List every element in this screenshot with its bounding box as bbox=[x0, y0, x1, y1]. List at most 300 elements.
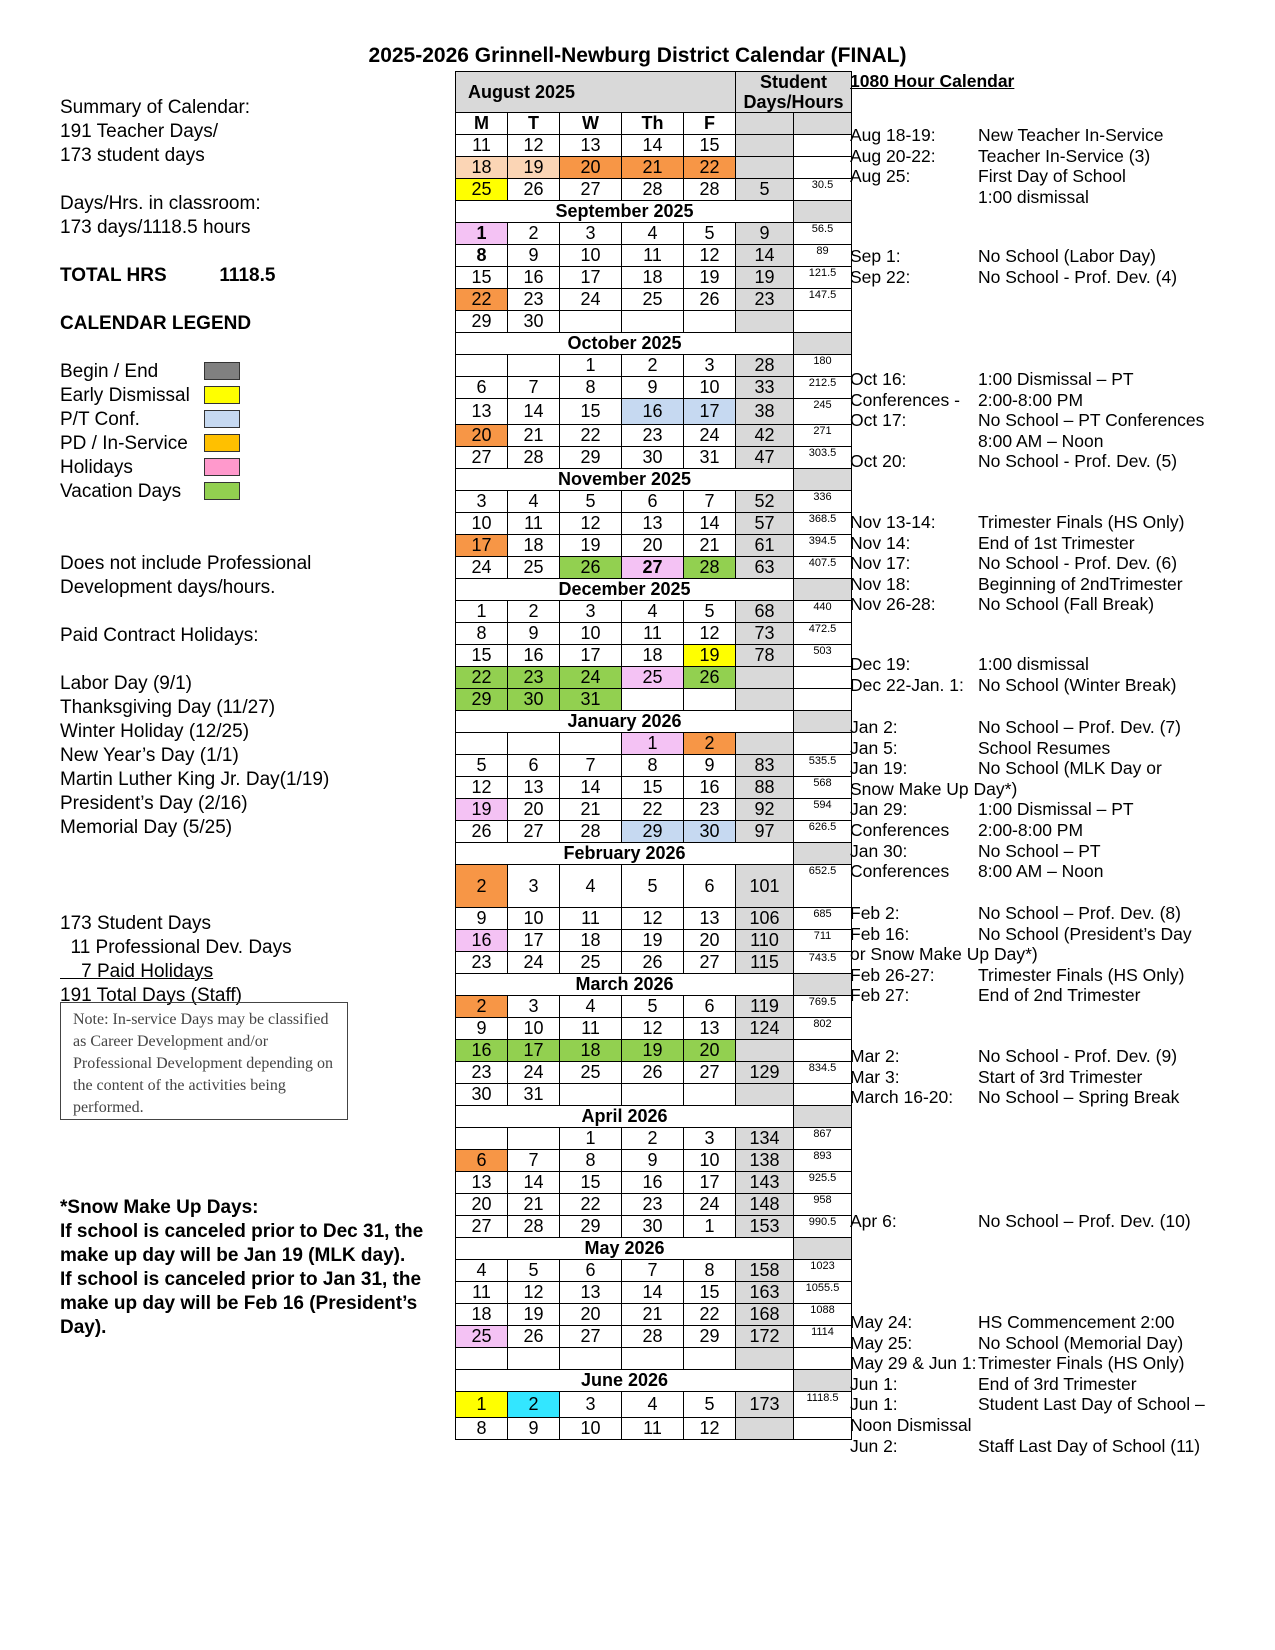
student-hours-count: 711 bbox=[794, 930, 852, 952]
legend-swatch bbox=[204, 410, 240, 428]
event-date: Jun 2: bbox=[850, 1435, 898, 1456]
day-cell: 3 bbox=[456, 491, 508, 513]
day-cell: 9 bbox=[508, 623, 560, 645]
student-hours-count: 180 bbox=[794, 355, 852, 377]
student-days-count: 97 bbox=[736, 821, 794, 843]
student-hours-count: 271 bbox=[794, 425, 852, 447]
legend-swatch bbox=[204, 434, 240, 452]
day-cell: 5 bbox=[684, 223, 736, 245]
day-cell bbox=[622, 311, 684, 333]
event-date: March 16-20: bbox=[850, 1087, 954, 1108]
student-hours-count bbox=[794, 1348, 852, 1370]
student-days-count: 110 bbox=[736, 930, 794, 952]
event-date: Nov 14: bbox=[850, 532, 911, 553]
legend-item bbox=[60, 456, 440, 480]
day-cell: 16 bbox=[456, 1040, 508, 1062]
student-hours-count: 685 bbox=[794, 908, 852, 930]
event-description: HS Commencement 2:00 bbox=[978, 1312, 1175, 1332]
day-cell: 22 bbox=[622, 799, 684, 821]
event-description: No School – Prof. Dev. (8) bbox=[978, 903, 1181, 923]
student-hours-count: 1023 bbox=[794, 1260, 852, 1282]
student-hours-count: 89 bbox=[794, 245, 852, 267]
legend-label: PD / In-Service bbox=[60, 433, 188, 454]
student-days-count: 129 bbox=[736, 1062, 794, 1084]
day-cell: 10 bbox=[684, 1150, 736, 1172]
event-description: 1:00 Dismissal – PT bbox=[978, 799, 1134, 820]
day-cell bbox=[684, 1084, 736, 1106]
student-hours-count: 867 bbox=[794, 1128, 852, 1150]
day-cell: 17 bbox=[508, 1040, 560, 1062]
student-days-count: 119 bbox=[736, 996, 794, 1018]
day-cell bbox=[684, 689, 736, 711]
event-description: Trimester Finals (HS Only) bbox=[978, 512, 1185, 532]
day-cell: 11 bbox=[622, 245, 684, 267]
day-cell: 15 bbox=[622, 777, 684, 799]
month-label: September 2025 bbox=[456, 201, 794, 223]
student-hours-count: 212.5 bbox=[794, 377, 852, 399]
weekday-header: Th bbox=[622, 113, 684, 135]
month-label: January 2026 bbox=[456, 711, 794, 733]
event-description: Staff Last Day of School (11) bbox=[978, 1435, 1201, 1456]
day-cell: 12 bbox=[622, 1018, 684, 1040]
event-description: No School (Memorial Day) bbox=[978, 1332, 1184, 1353]
event-description: 8:00 AM – Noon bbox=[978, 861, 1104, 882]
student-hours-count: 472.5 bbox=[794, 623, 852, 645]
day-cell: 22 bbox=[684, 1304, 736, 1326]
day-cell: 14 bbox=[508, 399, 560, 425]
day-cell bbox=[508, 1348, 560, 1370]
day-cell: 14 bbox=[684, 513, 736, 535]
day-cell: 11 bbox=[560, 1018, 622, 1040]
day-cell: 5 bbox=[456, 755, 508, 777]
summary-line: Paid Contract Holidays: bbox=[60, 625, 259, 646]
event-date: Jun 1: bbox=[850, 1373, 898, 1394]
day-cell: 27 bbox=[560, 1326, 622, 1348]
event-date: Apr 6: bbox=[850, 1211, 897, 1231]
student-hours-count: 503 bbox=[794, 645, 852, 667]
event-description: No School (President’s Day bbox=[978, 923, 1192, 944]
day-cell bbox=[508, 1128, 560, 1150]
event-description: End of 2nd Trimester bbox=[978, 985, 1141, 1006]
day-cell: 13 bbox=[684, 908, 736, 930]
summary-line: Development days/hours. bbox=[60, 577, 276, 598]
summary-line: 173 Student Days bbox=[60, 913, 212, 934]
day-cell: 8 bbox=[456, 1418, 508, 1440]
day-cell: 24 bbox=[508, 1062, 560, 1084]
student-days-count: 28 bbox=[736, 355, 794, 377]
student-hours-count bbox=[794, 1040, 852, 1062]
day-cell: 11 bbox=[456, 1282, 508, 1304]
day-cell: 15 bbox=[456, 267, 508, 289]
student-days-count: 153 bbox=[736, 1216, 794, 1238]
day-cell: 9 bbox=[622, 377, 684, 399]
month-label: May 2026 bbox=[456, 1238, 794, 1260]
summary-line: 191 Total Days (Staff) bbox=[60, 985, 243, 1006]
month-spacer bbox=[794, 974, 852, 996]
day-cell: 20 bbox=[456, 425, 508, 447]
event-date: Feb 27: bbox=[850, 985, 910, 1006]
day-cell: 3 bbox=[560, 223, 622, 245]
legend-swatch bbox=[204, 482, 240, 500]
day-cell: 5 bbox=[684, 1392, 736, 1418]
day-cell: 3 bbox=[560, 1392, 622, 1418]
student-days-count: 42 bbox=[736, 425, 794, 447]
student-days-count: 106 bbox=[736, 908, 794, 930]
day-cell: 29 bbox=[456, 311, 508, 333]
day-cell: 28 bbox=[622, 179, 684, 201]
snow-makeup-info bbox=[60, 1196, 440, 1340]
event-description: Student Last Day of School – bbox=[978, 1394, 1205, 1415]
day-cell: 15 bbox=[560, 1172, 622, 1194]
event-date: Nov 26-28: bbox=[850, 594, 936, 615]
event-date: Aug 18-19: bbox=[850, 125, 936, 145]
legend-swatch bbox=[204, 386, 240, 404]
student-days-count bbox=[736, 157, 794, 179]
event-date: Dec 22-Jan. 1: bbox=[850, 674, 964, 695]
day-cell: 25 bbox=[560, 1062, 622, 1084]
day-cell: 15 bbox=[684, 1282, 736, 1304]
student-hours-count: 568 bbox=[794, 777, 852, 799]
day-cell: 24 bbox=[684, 1194, 736, 1216]
event-date: Snow Make Up Day*) bbox=[850, 778, 1018, 799]
student-days-count: 23 bbox=[736, 289, 794, 311]
day-cell: 6 bbox=[508, 755, 560, 777]
student-days-count: 138 bbox=[736, 1150, 794, 1172]
student-hours-count: 368.5 bbox=[794, 513, 852, 535]
day-cell: 23 bbox=[508, 667, 560, 689]
day-cell: 13 bbox=[560, 135, 622, 157]
summary-panel bbox=[60, 96, 440, 1008]
day-cell bbox=[622, 1348, 684, 1370]
student-days-count bbox=[736, 1084, 794, 1106]
day-cell: 26 bbox=[622, 952, 684, 974]
day-cell: 3 bbox=[684, 1128, 736, 1150]
student-hours-count bbox=[794, 1084, 852, 1106]
day-cell: 24 bbox=[560, 289, 622, 311]
day-cell: 8 bbox=[560, 377, 622, 399]
day-cell bbox=[508, 355, 560, 377]
day-cell: 3 bbox=[684, 355, 736, 377]
student-hours-count: 958 bbox=[794, 1194, 852, 1216]
day-cell: 18 bbox=[560, 930, 622, 952]
summary-line: President’s Day (2/16) bbox=[60, 793, 248, 814]
student-days-count bbox=[736, 667, 794, 689]
day-cell: 19 bbox=[560, 535, 622, 557]
day-cell: 16 bbox=[684, 777, 736, 799]
day-cell: 11 bbox=[622, 1418, 684, 1440]
day-cell: 31 bbox=[508, 1084, 560, 1106]
student-hours-count bbox=[794, 311, 852, 333]
summary-line: 191 Teacher Days/ bbox=[60, 121, 219, 142]
student-days-count: 158 bbox=[736, 1260, 794, 1282]
student-hours-count: 1114 bbox=[794, 1326, 852, 1348]
weekday-header: T bbox=[508, 113, 560, 135]
event-description: No School – PT bbox=[978, 840, 1101, 861]
student-hours-count bbox=[794, 667, 852, 689]
day-cell: 4 bbox=[622, 223, 684, 245]
day-cell: 2 bbox=[456, 996, 508, 1018]
day-cell: 23 bbox=[456, 952, 508, 974]
event-description: End of 1st Trimester bbox=[978, 532, 1135, 553]
weekday-header: F bbox=[684, 113, 736, 135]
day-cell: 10 bbox=[560, 245, 622, 267]
day-cell: 20 bbox=[684, 930, 736, 952]
day-cell: 7 bbox=[560, 755, 622, 777]
student-hours-count: 30.5 bbox=[794, 179, 852, 201]
summary-line bbox=[60, 168, 440, 192]
student-days-count: 9 bbox=[736, 223, 794, 245]
day-cell: 9 bbox=[622, 1150, 684, 1172]
day-cell: 10 bbox=[456, 513, 508, 535]
day-cell: 16 bbox=[508, 645, 560, 667]
day-cell: 29 bbox=[560, 1216, 622, 1238]
event-description: 1:00 Dismissal – PT bbox=[978, 369, 1134, 389]
day-cell: 20 bbox=[456, 1194, 508, 1216]
day-cell: 1 bbox=[560, 355, 622, 377]
student-days-count: 83 bbox=[736, 755, 794, 777]
day-cell: 10 bbox=[560, 623, 622, 645]
student-days-count: 143 bbox=[736, 1172, 794, 1194]
day-cell: 2 bbox=[456, 865, 508, 908]
event-description: Teacher In-Service (3) bbox=[978, 145, 1151, 166]
month-spacer bbox=[794, 711, 852, 733]
day-cell: 20 bbox=[622, 535, 684, 557]
day-cell: 4 bbox=[456, 1260, 508, 1282]
month-label: November 2025 bbox=[456, 469, 794, 491]
day-cell: 8 bbox=[456, 245, 508, 267]
day-cell: 2 bbox=[684, 733, 736, 755]
day-cell: 26 bbox=[684, 667, 736, 689]
day-cell: 16 bbox=[508, 267, 560, 289]
month-label: April 2026 bbox=[456, 1106, 794, 1128]
event-description: No School (Fall Break) bbox=[978, 594, 1155, 615]
day-cell bbox=[622, 689, 684, 711]
day-cell: 19 bbox=[622, 1040, 684, 1062]
calendar-table bbox=[455, 71, 852, 1440]
student-hours-count: 147.5 bbox=[794, 289, 852, 311]
day-cell: 9 bbox=[508, 245, 560, 267]
day-cell: 18 bbox=[622, 267, 684, 289]
day-cell: 8 bbox=[622, 755, 684, 777]
month-spacer bbox=[794, 843, 852, 865]
student-days-count: 168 bbox=[736, 1304, 794, 1326]
day-cell: 17 bbox=[456, 535, 508, 557]
day-cell: 22 bbox=[456, 667, 508, 689]
day-cell: 15 bbox=[684, 135, 736, 157]
day-cell: 4 bbox=[622, 1392, 684, 1418]
student-days-count: 172 bbox=[736, 1326, 794, 1348]
student-days-count: 38 bbox=[736, 399, 794, 425]
month-label: October 2025 bbox=[456, 333, 794, 355]
day-cell: 8 bbox=[560, 1150, 622, 1172]
student-hours-count: 245 bbox=[794, 399, 852, 425]
event-description: New Teacher In-Service bbox=[978, 125, 1164, 145]
student-days-count: 88 bbox=[736, 777, 794, 799]
event-description: No School - Prof. Dev. (5) bbox=[978, 451, 1178, 472]
student-days-count: 101 bbox=[736, 865, 794, 908]
day-cell bbox=[560, 1084, 622, 1106]
day-cell: 27 bbox=[684, 952, 736, 974]
snow-line: If school is canceled prior to Dec 31, the bbox=[60, 1221, 424, 1242]
legend-swatch bbox=[204, 362, 240, 380]
day-cell: 31 bbox=[684, 447, 736, 469]
student-hours-count: 893 bbox=[794, 1150, 852, 1172]
day-cell: 2 bbox=[622, 355, 684, 377]
summary-line: TOTAL HRS 1118.5 bbox=[60, 265, 276, 286]
event-description: Trimester Finals (HS Only) bbox=[978, 964, 1185, 985]
event-date: Dec 19: bbox=[850, 654, 911, 674]
day-cell: 5 bbox=[560, 491, 622, 513]
day-cell: 26 bbox=[508, 179, 560, 201]
day-cell: 13 bbox=[456, 399, 508, 425]
day-cell: 9 bbox=[456, 1018, 508, 1040]
day-cell: 6 bbox=[560, 1260, 622, 1282]
event-date: Jun 1: bbox=[850, 1394, 898, 1415]
day-cell: 21 bbox=[684, 535, 736, 557]
day-cell: 21 bbox=[560, 799, 622, 821]
day-cell: 15 bbox=[456, 645, 508, 667]
day-cell: 10 bbox=[684, 377, 736, 399]
student-hours-count: 626.5 bbox=[794, 821, 852, 843]
month-spacer bbox=[794, 1106, 852, 1128]
event-description: No School - Prof. Dev. (4) bbox=[978, 266, 1178, 287]
day-cell: 22 bbox=[560, 1194, 622, 1216]
day-cell: 29 bbox=[622, 821, 684, 843]
summary-line: 173 days/1118.5 hours bbox=[60, 217, 251, 238]
day-cell bbox=[560, 311, 622, 333]
student-hours-count: 535.5 bbox=[794, 755, 852, 777]
day-cell: 11 bbox=[622, 623, 684, 645]
day-cell: 20 bbox=[560, 157, 622, 179]
legend-swatch bbox=[204, 458, 240, 476]
day-cell: 1 bbox=[456, 601, 508, 623]
event-date: Aug 25: bbox=[850, 166, 911, 187]
day-cell: 18 bbox=[560, 1040, 622, 1062]
summary-line bbox=[60, 864, 440, 888]
snow-line: make up day will be Jan 19 (MLK day). bbox=[60, 1245, 406, 1266]
day-cell: 1 bbox=[456, 223, 508, 245]
student-days-count bbox=[736, 1348, 794, 1370]
event-date: Nov 13-14: bbox=[850, 512, 936, 532]
event-description: No School – Prof. Dev. (10) bbox=[978, 1211, 1191, 1231]
event-description: No School (Labor Day) bbox=[978, 246, 1156, 266]
student-hours-count: 802 bbox=[794, 1018, 852, 1040]
day-cell: 25 bbox=[622, 667, 684, 689]
day-cell: 6 bbox=[684, 865, 736, 908]
day-cell: 4 bbox=[622, 601, 684, 623]
student-days-count: 68 bbox=[736, 601, 794, 623]
day-cell: 14 bbox=[622, 1282, 684, 1304]
day-cell: 11 bbox=[508, 513, 560, 535]
student-hours-count: 336 bbox=[794, 491, 852, 513]
day-cell: 10 bbox=[508, 908, 560, 930]
day-cell: 19 bbox=[684, 267, 736, 289]
month-label: June 2026 bbox=[456, 1370, 794, 1392]
event-date: May 24: bbox=[850, 1312, 913, 1332]
summary-line: 11 Professional Dev. Days bbox=[60, 937, 292, 958]
hours-header-blank bbox=[794, 113, 852, 135]
day-cell: 26 bbox=[456, 821, 508, 843]
event-description: 8:00 AM – Noon bbox=[978, 430, 1104, 451]
student-days-count: 78 bbox=[736, 645, 794, 667]
day-cell: 25 bbox=[560, 952, 622, 974]
student-hours-count: 743.5 bbox=[794, 952, 852, 974]
student-hours-count bbox=[794, 135, 852, 157]
day-cell: 12 bbox=[684, 1418, 736, 1440]
summary-line bbox=[60, 888, 440, 912]
day-cell: 12 bbox=[456, 777, 508, 799]
day-cell: 1 bbox=[456, 1392, 508, 1418]
day-cell: 3 bbox=[508, 996, 560, 1018]
day-cell: 16 bbox=[622, 399, 684, 425]
day-cell: 11 bbox=[456, 135, 508, 157]
student-days-count: 163 bbox=[736, 1282, 794, 1304]
day-cell: 28 bbox=[622, 1326, 684, 1348]
student-hours-count: 1118.5 bbox=[794, 1392, 852, 1418]
day-cell: 12 bbox=[560, 513, 622, 535]
day-cell: 9 bbox=[508, 1418, 560, 1440]
day-cell: 8 bbox=[684, 1260, 736, 1282]
month-spacer bbox=[794, 1238, 852, 1260]
legend-item bbox=[60, 480, 440, 504]
event-date: May 29 & Jun 1: bbox=[850, 1353, 977, 1374]
event-description: 2:00-8:00 PM bbox=[978, 389, 1084, 410]
day-cell: 1 bbox=[622, 733, 684, 755]
event-description: First Day of School bbox=[978, 166, 1126, 187]
event-date: Aug 20-22: bbox=[850, 145, 936, 166]
day-cell: 9 bbox=[684, 755, 736, 777]
day-cell: 17 bbox=[508, 930, 560, 952]
day-cell: 27 bbox=[684, 1062, 736, 1084]
day-cell: 14 bbox=[622, 135, 684, 157]
day-cell: 25 bbox=[456, 179, 508, 201]
event-description: 1:00 dismissal bbox=[978, 186, 1089, 207]
event-date: Oct 20: bbox=[850, 451, 907, 472]
summary-notes bbox=[60, 504, 440, 1008]
event-date: Noon Dismissal bbox=[850, 1415, 972, 1435]
day-cell: 7 bbox=[684, 491, 736, 513]
event-date: Sep 1: bbox=[850, 246, 901, 266]
day-cell: 13 bbox=[622, 513, 684, 535]
student-days-count: 73 bbox=[736, 623, 794, 645]
day-cell: 7 bbox=[622, 1260, 684, 1282]
day-cell: 6 bbox=[456, 377, 508, 399]
day-cell: 6 bbox=[456, 1150, 508, 1172]
day-cell bbox=[508, 733, 560, 755]
student-days-count: 173 bbox=[736, 1392, 794, 1418]
student-days-count: 47 bbox=[736, 447, 794, 469]
student-days-count: 14 bbox=[736, 245, 794, 267]
day-cell: 25 bbox=[622, 289, 684, 311]
day-cell: 19 bbox=[622, 930, 684, 952]
day-cell: 22 bbox=[456, 289, 508, 311]
event-date: Jan 19: bbox=[850, 758, 908, 779]
month-spacer bbox=[794, 469, 852, 491]
day-cell: 6 bbox=[622, 491, 684, 513]
event-date: Mar 2: bbox=[850, 1046, 900, 1066]
student-hours-count bbox=[794, 1418, 852, 1440]
summary-line: CALENDAR LEGEND bbox=[60, 313, 252, 334]
day-cell: 27 bbox=[622, 557, 684, 579]
day-cell: 16 bbox=[622, 1172, 684, 1194]
event-date: Sep 22: bbox=[850, 266, 911, 287]
day-cell: 22 bbox=[684, 157, 736, 179]
day-cell: 25 bbox=[508, 557, 560, 579]
day-cell: 2 bbox=[508, 1392, 560, 1418]
student-hours-count bbox=[794, 689, 852, 711]
day-cell: 9 bbox=[456, 908, 508, 930]
day-cell: 13 bbox=[456, 1172, 508, 1194]
